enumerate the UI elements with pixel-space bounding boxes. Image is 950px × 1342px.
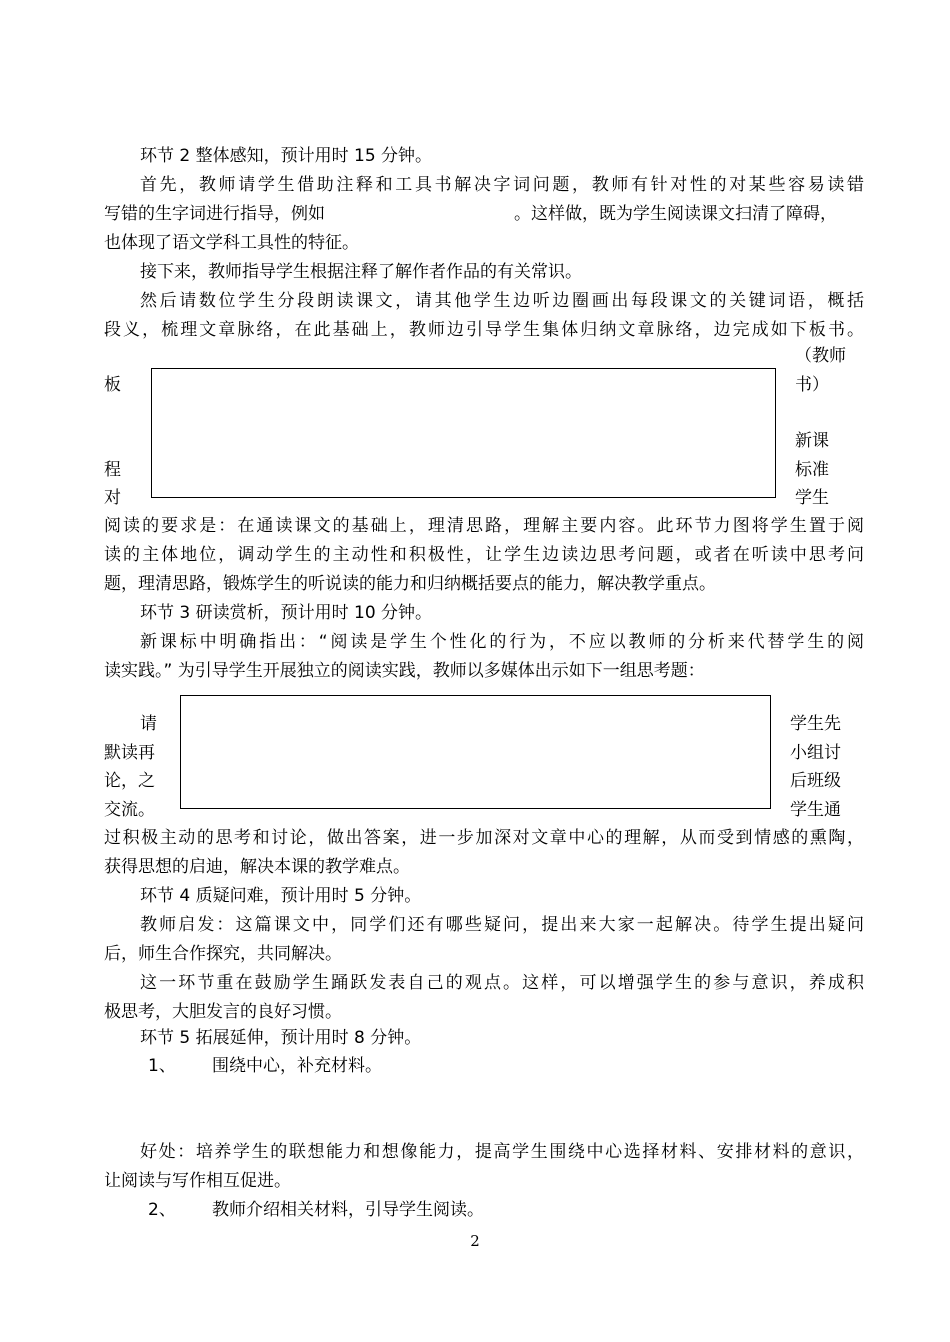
s2-para3-line1: 然后请数位学生分段朗读课文，请其他学生边听边圈画出每段课文的关键词语，概括 — [140, 291, 864, 311]
wrap2-right-1: 学生先 — [790, 714, 841, 734]
s2-para1-line3: 也体现了语文学科工具性的特征。 — [104, 233, 359, 253]
section-3-title: 环节 3 研读赏析，预计用时 10 分钟。 — [140, 603, 433, 623]
wrap1-right-3: 新课 — [795, 431, 829, 451]
s5-para1-line2: 让阅读与写作相互促进。 — [104, 1171, 291, 1191]
s4-para2-line1: 这一环节重在鼓励学生踊跃发表自己的观点。这样，可以增强学生的参与意识，养成积 — [140, 973, 864, 993]
wrap2-right-4: 学生通 — [790, 800, 841, 820]
wrap1-left-3: 对 — [104, 488, 121, 508]
s2-para4-line3: 题，理清思路，锻炼学生的听说读的能力和归纳概括要点的能力，解决教学重点。 — [104, 574, 716, 594]
s5-item1-text: 围绕中心，补充材料。 — [212, 1056, 382, 1076]
s2-para1-line2b: 。这样做，既为学生阅读课文扫清了障碍， — [514, 204, 837, 224]
s4-para2-line2: 极思考，大胆发言的良好习惯。 — [104, 1002, 342, 1022]
s4-para1-line1: 教师启发：这篇课文中，同学们还有哪些疑问，提出来大家一起解决。待学生提出疑问 — [140, 915, 864, 935]
s3-para1-line2: 读实践。” 为引导学生开展独立的阅读实践，教师以多媒体出示如下一组思考题： — [104, 661, 705, 681]
s5-item2-text: 教师介绍相关材料，引导学生阅读。 — [212, 1200, 484, 1220]
wrap2-left-4: 交流。 — [104, 800, 155, 820]
s3-para2-line1: 过积极主动的思考和讨论，做出答案，进一步加深对文章中心的理解，从而受到情感的熏陶， — [104, 828, 864, 848]
wrap2-left-3: 论，之 — [104, 771, 155, 791]
s2-para4-line1: 阅读的要求是：在通读课文的基础上，理清思路，理解主要内容。此环节力图将学生置于阅 — [104, 516, 864, 536]
page-number: 2 — [470, 1232, 480, 1250]
s2-para1-line2a: 写错的生字词进行指导，例如 — [104, 204, 325, 224]
wrap2-left-2: 默读再 — [104, 743, 155, 763]
wrap1-left-1: 板 — [104, 375, 121, 395]
s5-para1-line1: 好处：培养学生的联想能力和想像能力，提高学生围绕中心选择材料、安排材料的意识， — [140, 1142, 864, 1162]
s4-para1-line2: 后，师生合作探究，共同解决。 — [104, 944, 342, 964]
wrap1-right-2: 书） — [795, 375, 829, 395]
section-5-title: 环节 5 拓展延伸，预计用时 8 分钟。 — [140, 1028, 422, 1048]
s2-para3-line2: 段义，梳理文章脉络，在此基础上，教师边引导学生集体归纳文章脉络，边完成如下板书。 — [104, 320, 864, 340]
s5-item2-number: 2、 — [148, 1200, 176, 1220]
wrap2-right-3: 后班级 — [790, 771, 841, 791]
s2-para2: 接下来，教师指导学生根据注释了解作者作品的有关常识。 — [140, 262, 582, 282]
s3-para1-line1: 新课标中明确指出：“阅读是学生个性化的行为，不应以教师的分析来代替学生的阅 — [140, 632, 864, 652]
s2-para1-line1: 首先，教师请学生借助注释和工具书解决字词问题，教师有针对性的对某些容易读错 — [140, 175, 864, 195]
wrap1-right-4: 标准 — [795, 460, 829, 480]
s2-para4-line2: 读的主体地位，调动学生的主动性和积极性，让学生边读边思考问题，或者在听读中思考问 — [104, 545, 864, 565]
section-4-title: 环节 4 质疑问难，预计用时 5 分钟。 — [140, 886, 422, 906]
s3-para2-line2: 获得思想的启迪，解决本课的教学难点。 — [104, 857, 410, 877]
blackboard-design-box — [151, 368, 776, 498]
section-2-title: 环节 2 整体感知，预计用时 15 分钟。 — [140, 146, 433, 166]
wrap2-right-2: 小组讨 — [790, 743, 841, 763]
s5-item1-number: 1、 — [148, 1056, 176, 1076]
wrap1-left-2: 程 — [104, 460, 121, 480]
questions-box — [180, 695, 771, 809]
wrap1-right-5: 学生 — [795, 488, 829, 508]
wrap1-right-1: （教师 — [795, 346, 846, 366]
wrap2-left-1: 请 — [140, 714, 157, 734]
